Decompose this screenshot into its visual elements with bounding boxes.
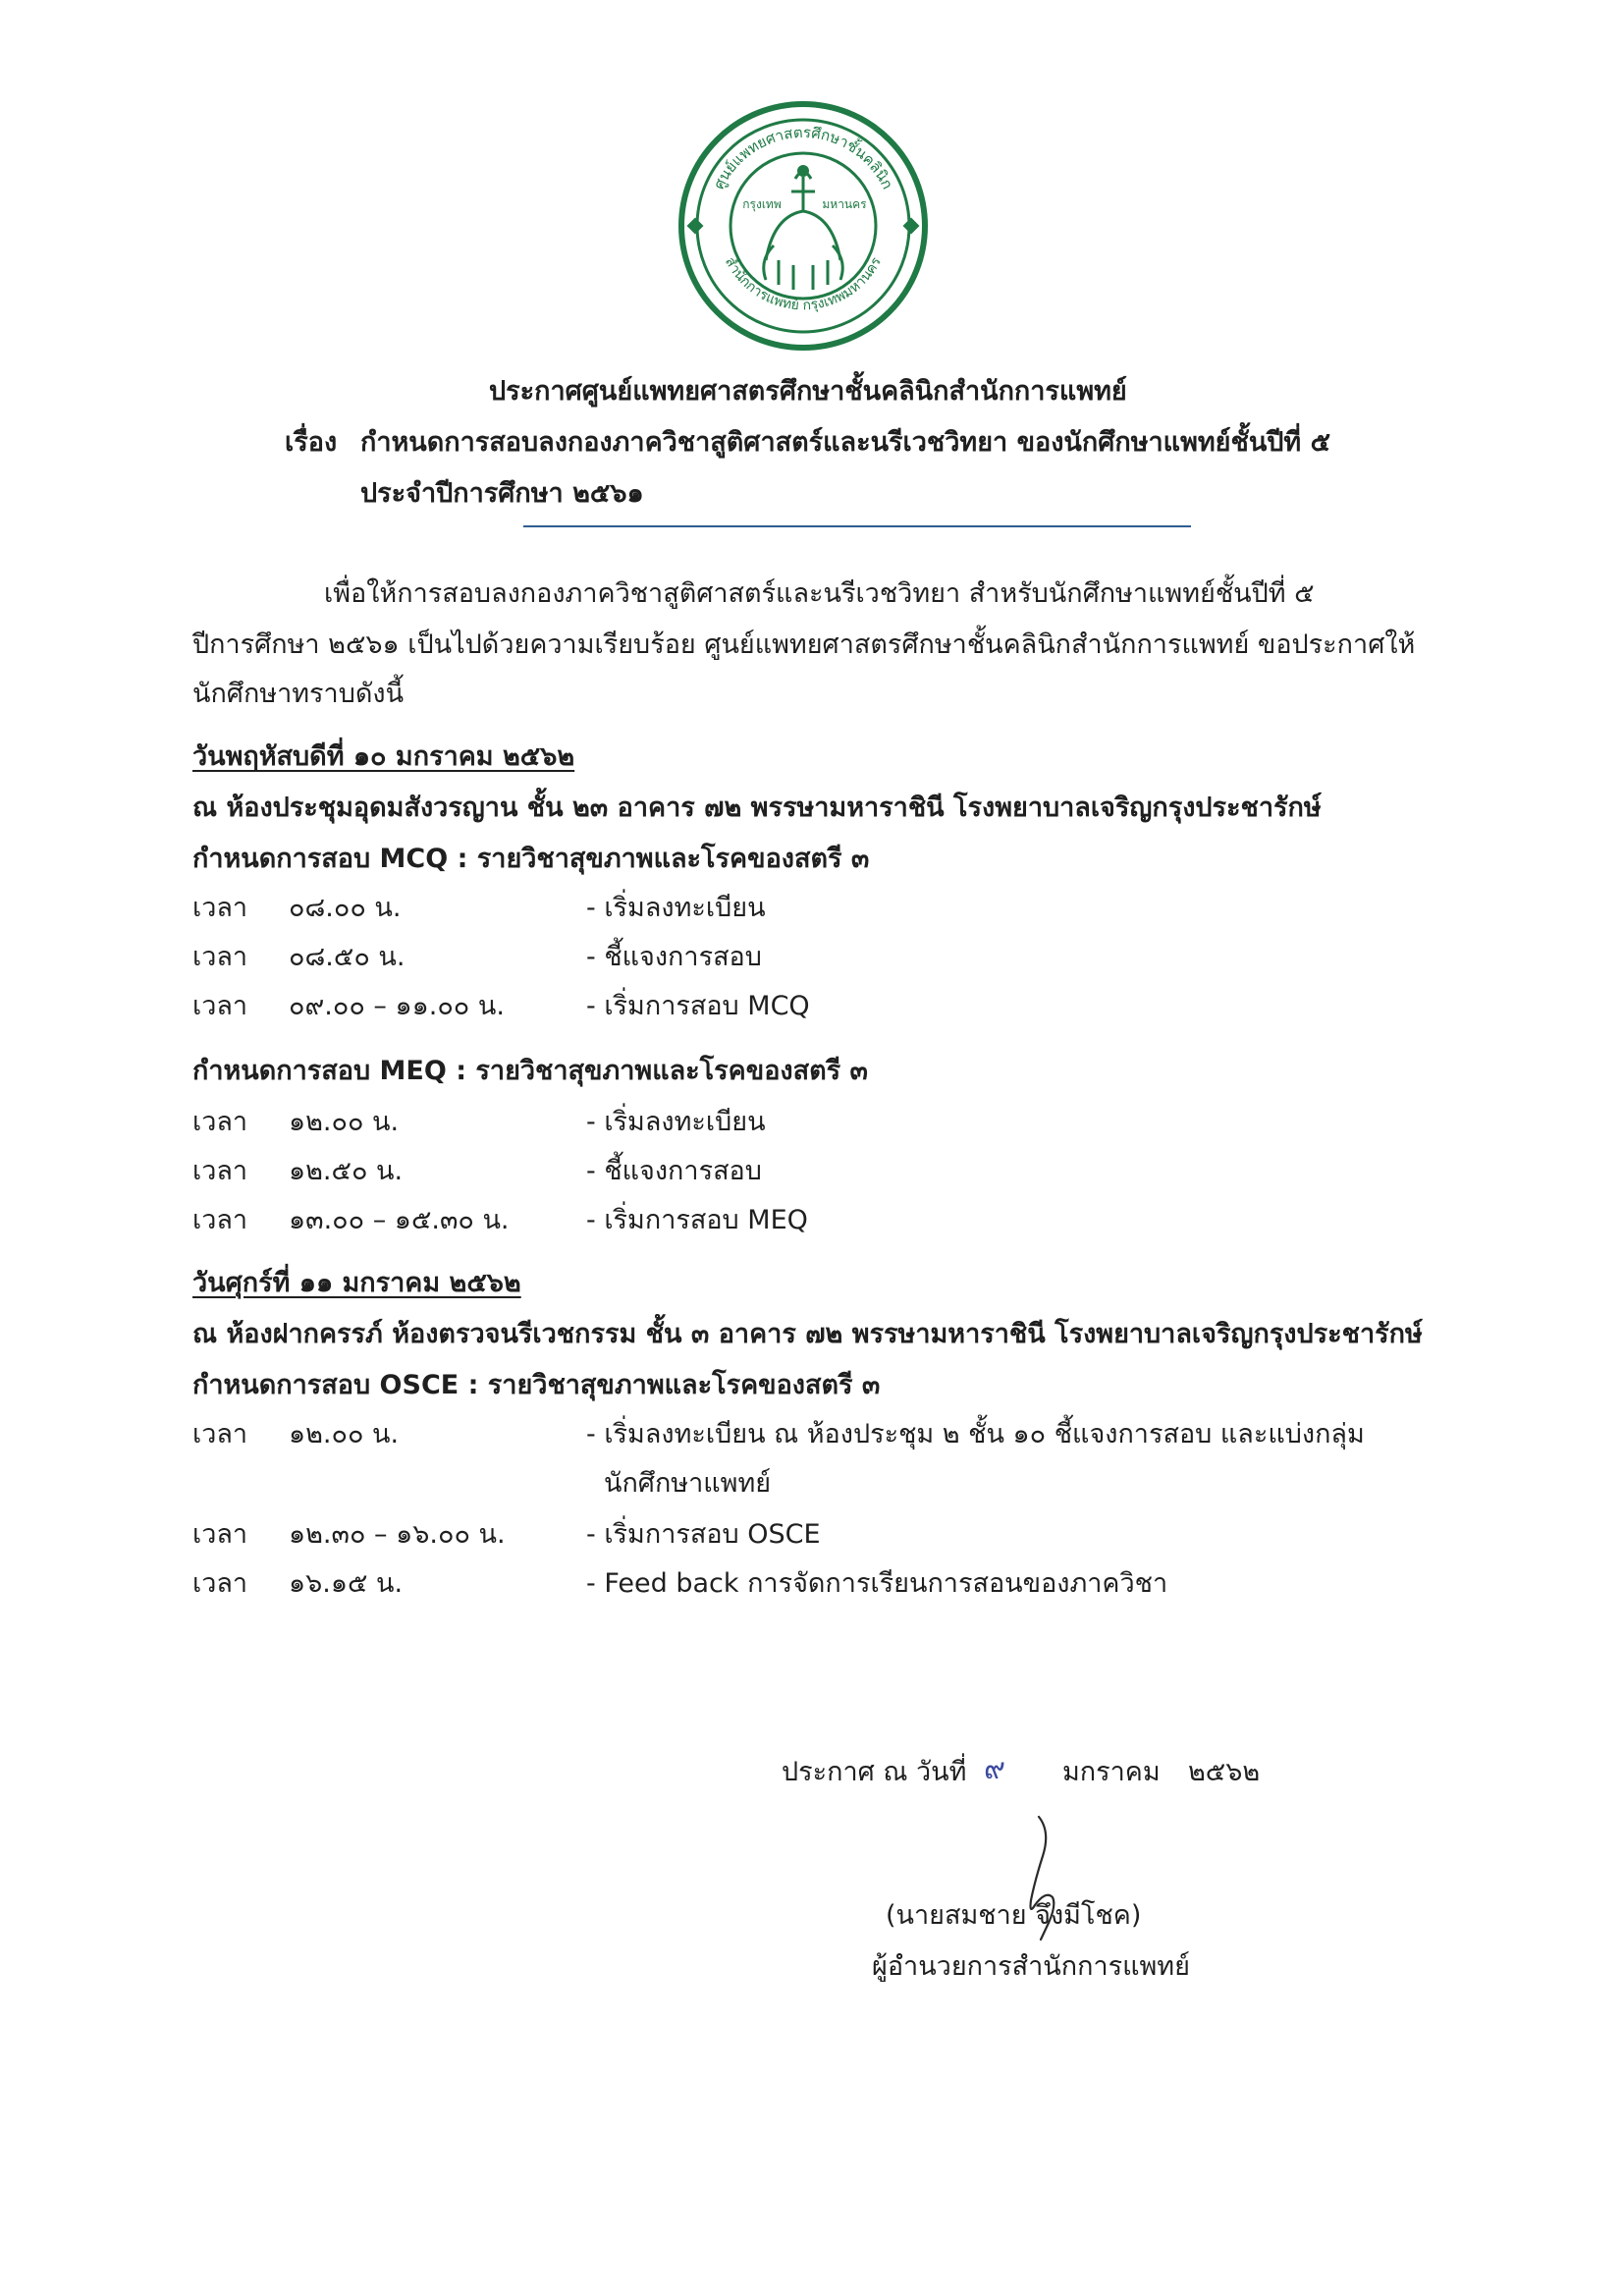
svg-text:ศูนย์แพทยศาสตรศึกษาชั้นคลินิก: ศูนย์แพทยศาสตรศึกษาชั้นคลินิก	[709, 123, 897, 192]
row-description-continued: นักศึกษาแพทย์	[604, 1468, 772, 1499]
mcq-heading: กำหนดการสอบ MCQ : รายวิชาสุขภาพและโรคของสตรี ๓	[192, 844, 870, 874]
intro-line-1: เพื่อให้การสอบลงกองภาควิชาสูติศาสตร์และนรีเวชวิทยา สำหรับนักศึกษาแพทย์ชั้นปีที่ ๕	[324, 578, 1315, 609]
header-divider	[523, 525, 1191, 527]
row-time: ๐๘.๐๐ น.	[289, 893, 402, 923]
day1-venue: ณ ห้องประชุมอุดมสังวรญาน ชั้น ๒๓ อาคาร ๗๒ พรรษามหาราชินี โรงพยาบาลเจริญกรุงประชารักษ์	[192, 793, 1322, 823]
row-label: เวลา	[192, 1568, 248, 1599]
day1-date: วันพฤหัสบดีที่ ๑๐ มกราคม ๒๕๖๒	[192, 741, 575, 772]
row-description: - ชี้แจงการสอบ	[586, 1156, 762, 1186]
row-description: - เริ่มการสอบ MCQ	[586, 991, 810, 1021]
row-description: - เริ่มลงทะเบียน	[586, 1107, 766, 1137]
row-label: เวลา	[192, 893, 248, 923]
row-description: - เริ่มการสอบ MEQ	[586, 1205, 808, 1235]
row-label: เวลา	[192, 1519, 248, 1550]
institution-seal-logo	[676, 98, 931, 354]
row-time: ๐๘.๕๐ น.	[289, 942, 406, 972]
row-time: ๐๙.๐๐ – ๑๑.๐๐ น.	[289, 991, 505, 1021]
row-description: - Feed back การจัดการเรียนการสอนของภาควิชา	[586, 1568, 1168, 1599]
row-label: เวลา	[192, 1107, 248, 1137]
announce-date-prefix: ประกาศ ณ วันที่	[782, 1757, 967, 1787]
intro-line-2: ปีการศึกษา ๒๕๖๑ เป็นไปด้วยความเรียบร้อย ศูนย์แพทยศาสตรศึกษาชั้นคลินิกสำนักการแพทย์ ขอประกาศให้	[192, 629, 1416, 660]
row-label: เวลา	[192, 1419, 248, 1449]
row-time: ๑๖.๑๕ น.	[289, 1568, 404, 1599]
day2-date: วันศุกร์ที่ ๑๑ มกราคม ๒๕๖๒	[192, 1268, 521, 1298]
subject-text: กำหนดการสอบลงกองภาควิชาสูติศาสตร์และนรีเวชวิทยา ของนักศึกษาแพทย์ชั้นปีที่ ๕	[360, 427, 1331, 458]
day2-venue: ณ ห้องฝากครรภ์ ห้องตรวจนรีเวชกรรม ชั้น ๓ อาคาร ๗๒ พรรษามหาราชินี โรงพยาบาลเจริญกรุงประชารักษ์	[192, 1319, 1423, 1349]
announcement-title: ประกาศศูนย์แพทยศาสตรศึกษาชั้นคลินิกสำนักการแพทย์	[489, 376, 1127, 407]
row-time: ๑๓.๐๐ – ๑๕.๓๐ น.	[289, 1205, 510, 1235]
intro-line-3: นักศึกษาทราบดังนี้	[192, 679, 405, 709]
row-time: ๑๒.๐๐ น.	[289, 1419, 400, 1449]
subject-label: เรื่อง	[285, 427, 338, 458]
row-time: ๑๒.๐๐ น.	[289, 1107, 400, 1137]
svg-text:มหานคร: มหานคร	[822, 197, 867, 211]
announce-day-handwritten: ๙	[984, 1752, 1005, 1786]
row-label: เวลา	[192, 991, 248, 1021]
row-time: ๑๒.๕๐ น.	[289, 1156, 404, 1186]
signer-name: (นายสมชาย จึงมีโชค)	[886, 1900, 1142, 1931]
osce-heading: กำหนดการสอบ OSCE : รายวิชาสุขภาพและโรคของสตรี ๓	[192, 1370, 881, 1400]
meq-heading: กำหนดการสอบ MEQ : รายวิชาสุขภาพและโรคของสตรี ๓	[192, 1056, 868, 1086]
row-description: - เริ่มลงทะเบียน	[586, 893, 766, 923]
row-label: เวลา	[192, 942, 248, 972]
announce-year: ๒๕๖๒	[1188, 1757, 1261, 1787]
signer-title: ผู้อำนวยการสำนักการแพทย์	[872, 1951, 1190, 1982]
row-label: เวลา	[192, 1156, 248, 1186]
row-label: เวลา	[192, 1205, 248, 1235]
academic-year: ประจำปีการศึกษา ๒๕๖๑	[360, 478, 644, 509]
row-time: ๑๒.๓๐ – ๑๖.๐๐ น.	[289, 1519, 506, 1550]
row-description: - เริ่มลงทะเบียน ณ ห้องประชุม ๒ ชั้น ๑๐ ชี้แจงการสอบ และแบ่งกลุ่ม	[586, 1419, 1365, 1449]
row-description: - ชี้แจงการสอบ	[586, 942, 762, 972]
announce-month: มกราคม	[1062, 1757, 1161, 1787]
svg-text:สำนักการแพทย์ กรุงเทพมหานคร: สำนักการแพทย์ กรุงเทพมหานคร	[721, 254, 885, 314]
row-description: - เริ่มการสอบ OSCE	[586, 1519, 821, 1550]
svg-text:กรุงเทพ: กรุงเทพ	[742, 197, 782, 211]
